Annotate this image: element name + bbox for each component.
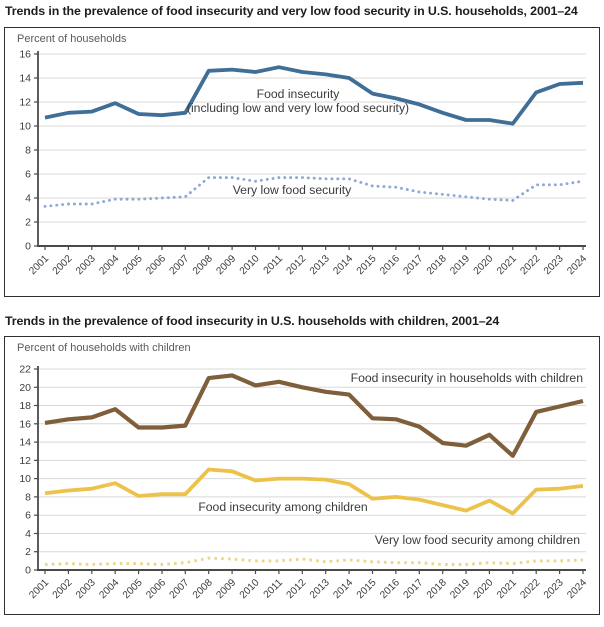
- x-tick-label: 2015: [354, 577, 379, 602]
- x-tick-label: 2013: [308, 577, 332, 602]
- x-tick-label: 2020: [471, 577, 496, 602]
- x-tick-label: 2010: [237, 577, 262, 602]
- y-tick-label: 10: [19, 473, 31, 486]
- x-tick-label: 2002: [50, 577, 75, 602]
- y-tick-label: 10: [19, 120, 31, 132]
- x-tick-label: 2023: [541, 252, 566, 277]
- y-tick-label: 6: [25, 168, 31, 180]
- y-tick-label: 4: [25, 528, 31, 540]
- y-tick-label: 8: [25, 144, 31, 156]
- x-tick-label: 2023: [541, 577, 566, 602]
- very-low-food-security-among-children-line: [45, 558, 583, 564]
- x-tick-label: 2008: [191, 252, 215, 277]
- y-tick-label: 0: [25, 240, 31, 252]
- x-tick-label: 2003: [74, 252, 98, 277]
- axis-unit-label: Percent of households: [17, 32, 127, 45]
- x-tick-label: 2012: [284, 252, 309, 277]
- chart1-title: Trends in the prevalence of food insecurity and very low food security in U.S. households, 2001–24: [5, 4, 578, 18]
- axis-unit-label: Percent of households with children: [17, 342, 191, 354]
- x-tick-label: 2005: [120, 252, 145, 277]
- series-label: Very low food security: [232, 182, 352, 197]
- x-tick-label: 2018: [425, 577, 449, 602]
- x-tick-label: 2019: [448, 577, 473, 602]
- x-tick-label: 2018: [425, 252, 449, 277]
- x-tick-label: 2007: [167, 252, 192, 277]
- x-tick-label: 2015: [354, 252, 379, 277]
- x-tick-label: 2020: [471, 252, 496, 277]
- y-tick-label: 18: [19, 400, 31, 412]
- chart1-canvas: [5, 28, 598, 296]
- y-tick-label: 16: [19, 48, 31, 60]
- y-tick-label: 20: [19, 381, 31, 394]
- x-tick-label: 2007: [167, 577, 192, 602]
- y-tick-label: 12: [19, 96, 31, 108]
- x-tick-label: 2024: [565, 577, 590, 602]
- y-tick-label: 0: [25, 564, 31, 577]
- x-tick-label: 2006: [144, 252, 169, 277]
- x-tick-label: 2002: [50, 252, 75, 277]
- x-tick-label: 2022: [518, 252, 543, 277]
- x-tick-label: 2008: [191, 577, 215, 602]
- y-tick-label: 2: [25, 216, 31, 228]
- x-tick-label: 2003: [74, 577, 98, 602]
- y-tick-label: 4: [25, 192, 31, 204]
- x-tick-label: 2004: [97, 252, 122, 277]
- x-tick-label: 2013: [308, 252, 332, 277]
- report-page: [0, 4, 604, 615]
- x-tick-label: 2021: [495, 577, 519, 602]
- x-tick-label: 2011: [261, 577, 286, 601]
- y-tick-label: 16: [19, 418, 31, 431]
- chart1-frame: [4, 27, 600, 297]
- x-tick-label: 2014: [331, 577, 356, 602]
- x-tick-label: 2022: [518, 577, 543, 602]
- series-label: Food insecurity among children: [198, 500, 368, 514]
- series-label: Very low food security among children: [374, 533, 580, 547]
- series-label: Food insecurity in households with children: [350, 371, 583, 385]
- x-tick-label: 2009: [214, 577, 239, 602]
- y-tick-label: 2: [25, 546, 31, 559]
- x-tick-label: 2004: [97, 577, 122, 602]
- x-tick-label: 2016: [378, 577, 403, 602]
- series-label: Food insecurity: [256, 86, 340, 101]
- x-tick-label: 2016: [378, 252, 403, 277]
- chart2-title: Trends in the prevalence of food insecurity in U.S. households with children, 2001–24: [5, 313, 500, 328]
- y-tick-label: 6: [25, 509, 31, 522]
- x-tick-label: 2010: [237, 252, 262, 277]
- x-tick-label: 2009: [214, 252, 239, 277]
- y-tick-label: 14: [19, 72, 31, 84]
- y-tick-label: 12: [19, 454, 31, 467]
- y-tick-label: 8: [25, 491, 31, 504]
- x-tick-label: 2005: [120, 577, 145, 602]
- x-tick-label: 2019: [448, 252, 473, 277]
- y-tick-label: 14: [19, 436, 31, 449]
- chart2-canvas: [5, 337, 598, 614]
- chart2-frame: [4, 336, 600, 615]
- y-tick-label: 22: [19, 363, 31, 376]
- x-tick-label: 2024: [565, 252, 590, 277]
- x-tick-label: 2011: [261, 252, 286, 277]
- x-tick-label: 2017: [401, 577, 426, 602]
- x-tick-label: 2006: [144, 577, 169, 602]
- x-tick-label: 2017: [401, 252, 426, 277]
- x-tick-label: 2014: [331, 252, 356, 277]
- x-tick-label: 2012: [284, 577, 309, 602]
- x-tick-label: 2001: [27, 252, 52, 277]
- series-label: (including low and very low food security): [186, 100, 410, 115]
- x-tick-label: 2021: [495, 252, 519, 277]
- x-tick-label: 2001: [27, 577, 52, 602]
